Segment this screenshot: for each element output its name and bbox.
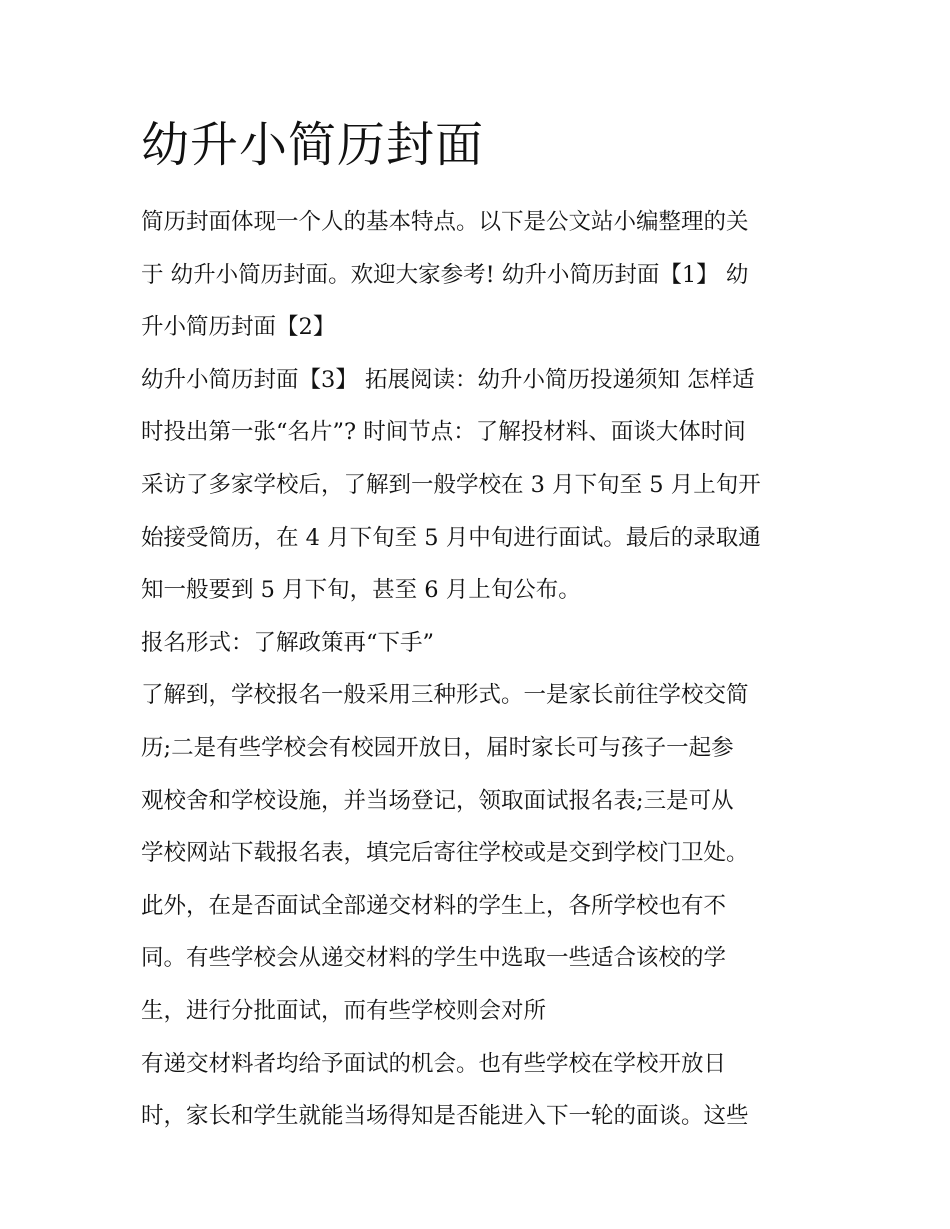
- document-body: [141, 196, 821, 1143]
- body-line: 采访了多家学校后，了解到一般学校在 3 月下旬至 5 月上旬开: [141, 471, 761, 498]
- body-line: 时投出第一张“名片”? 时间节点：了解投材料、面谈大体时间: [141, 419, 746, 446]
- body-line: 升小简历封面【2】: [141, 314, 336, 341]
- body-line: 于 幼升小简历封面。欢迎大家参考! 幼升小简历封面【1】 幼: [141, 261, 749, 288]
- body-line: 简历封面体现一个人的基本特点。以下是公文站小编整理的关: [141, 209, 749, 235]
- body-line: 观校舍和学校设施，并当场登记，领取面试报名表;三是可从: [141, 787, 734, 814]
- document-title: 幼升小简历封面: [141, 117, 485, 173]
- body-line: 此外，在是否面试全部递交材料的学生上，各所学校也有不: [141, 892, 727, 919]
- body-line: 有递交材料者均给予面试的机会。也有些学校在学校开放日: [141, 1050, 727, 1077]
- body-line: 始接受简历，在 4 月下旬至 5 月中旬进行面试。最后的录取通: [141, 524, 761, 551]
- body-line: 学校网站下载报名表，填完后寄往学校或是交到学校门卫处。: [141, 840, 749, 867]
- body-line: 同。有些学校会从递交材料的学生中选取一些适合该校的学: [141, 945, 727, 972]
- body-line: 知一般要到 5 月下旬，甚至 6 月上旬公布。: [141, 577, 581, 604]
- body-line: 生，进行分批面试，而有些学校则会对所: [141, 997, 547, 1024]
- body-line: 了解到，学校报名一般采用三种形式。一是家长前往学校交简: [141, 682, 749, 709]
- body-line: 历;二是有些学校会有校园开放日，届时家长可与孩子一起参: [141, 734, 734, 761]
- body-line: 幼升小简历封面【3】 拓展阅读：幼升小简历投递须知 怎样适: [141, 366, 755, 393]
- body-line: 报名形式：了解政策再“下手”: [141, 629, 435, 656]
- body-line: 时，家长和学生就能当场得知是否能进入下一轮的面谈。这些: [141, 1103, 749, 1130]
